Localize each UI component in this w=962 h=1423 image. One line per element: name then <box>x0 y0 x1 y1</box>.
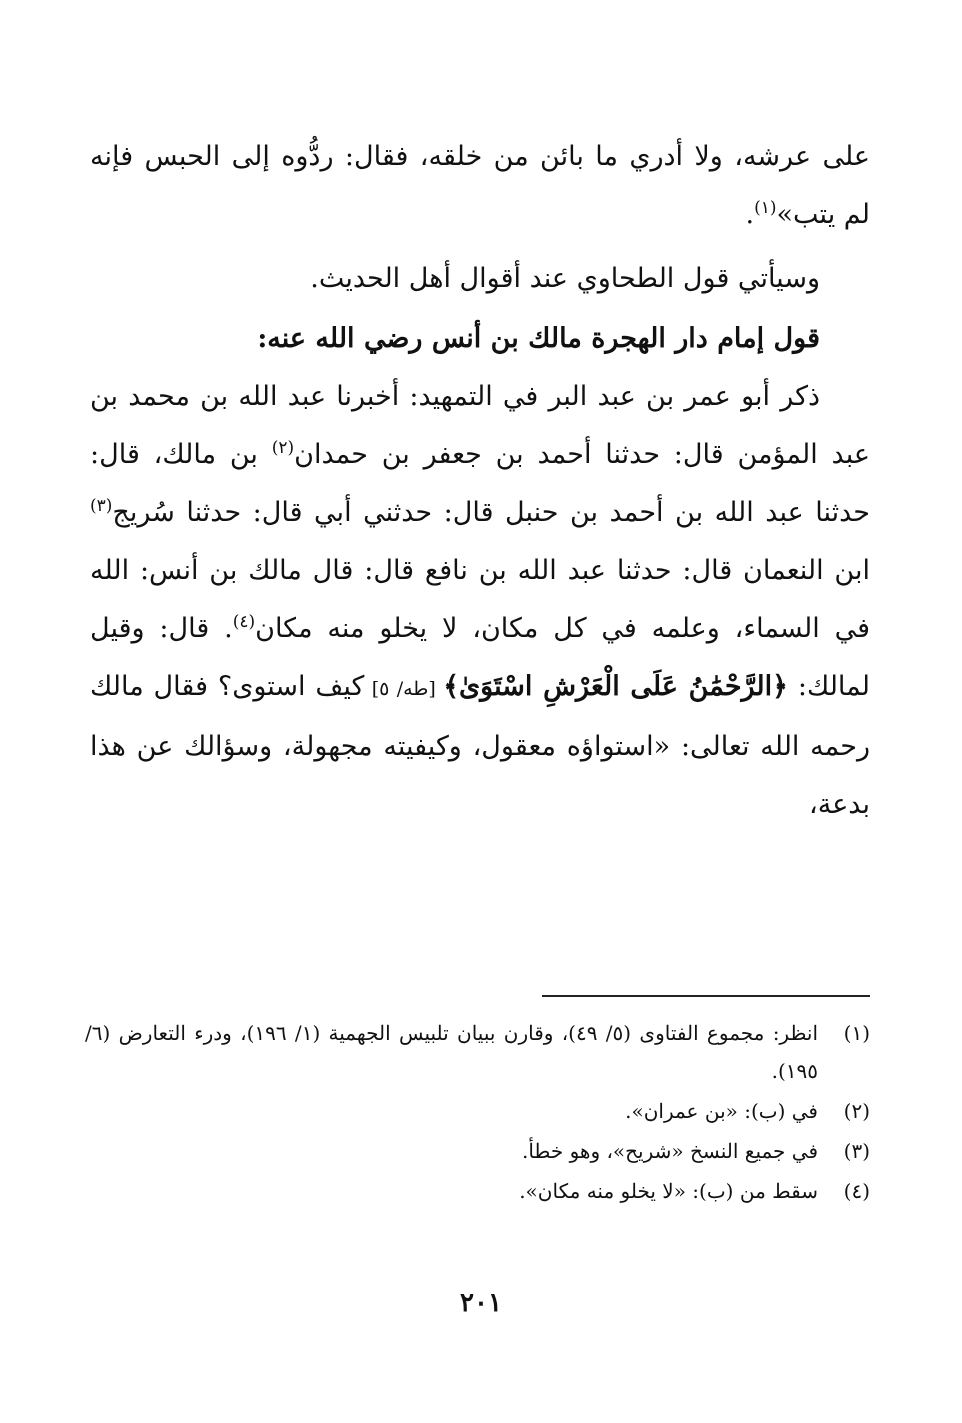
footnote-text: في جميع النسخ «شريح»، وهو خطأ. <box>521 1139 818 1163</box>
footnotes <box>85 1014 870 1212</box>
footnote-ref-4: (٤) <box>232 612 256 632</box>
verse-reference: [طه/ ٥] <box>364 678 444 700</box>
footnote-number: (٤) <box>843 1179 870 1203</box>
quran-verse: ﴿الرَّحْمَٰنُ عَلَى الْعَرْشِ اسْتَوَىٰ﴾ <box>443 671 788 702</box>
footnote-4 <box>85 1172 870 1210</box>
paragraph-3-part-d: . قال: وقيل لمالك: <box>90 613 870 702</box>
footnote-number: (١) <box>843 1021 870 1045</box>
paragraph-3-part-c: ابن النعمان قال: حدثنا عبد الله بن نافع قال: قال مالك بن أنس: الله في السماء، وعلمه في كل مكان، لا يخلو منه مكان <box>90 555 871 644</box>
paragraph-1 <box>90 128 870 244</box>
paragraph-3-part-a: ذكر أبو عمر بن عبد البر في التمهيد: أخبرنا عبد الله بن محمد بن عبد المؤمن قال: حدثنا أحمد بن جعفر بن حمدان <box>90 381 870 470</box>
footnote-text: انظر: مجموع الفتاوى (٥/ ٤٩)، وقارن ببيان تلبيس الجهمية (١/ ١٩٦)، ودرء التعارض (٦/ ١٩٥). <box>85 1021 818 1083</box>
page-number: ٢٠١ <box>460 1288 502 1318</box>
footnote-ref-3: (٣) <box>90 496 113 516</box>
main-text <box>90 128 870 834</box>
paragraph-2: وسيأتي قول الطحاوي عند أقوال أهل الحديث. <box>310 263 820 294</box>
paragraph-3-part-e: كيف استوى؟ فقال مالك رحمه الله تعالى: «استواؤه معقول، وكيفيته مجهولة، وسؤالك عن هذا بدعة، <box>90 671 870 820</box>
footnote-separator <box>542 995 870 997</box>
footnote-2 <box>85 1092 870 1130</box>
footnote-ref-2: (٢) <box>271 438 295 458</box>
paragraph-1-end: . <box>745 199 755 230</box>
paragraph-3 <box>90 368 870 834</box>
footnote-text: سقط من (ب): «لا يخلو منه مكان». <box>519 1179 818 1203</box>
paragraph-1-text: على عرشه، ولا أدري ما بائن من خلقه، فقال: ردُّوه إلى الحبس فإنه لم يتب» <box>90 141 870 230</box>
section-heading: قول إمام دار الهجرة مالك بن أنس رضي الله عنه: <box>257 323 820 354</box>
footnote-1 <box>85 1014 870 1090</box>
footnote-3 <box>85 1132 870 1170</box>
paragraph-3-part-b: بن مالك، قال: حدثنا عبد الله بن أحمد بن حنبل قال: حدثني أبي قال: حدثنا سُريج <box>90 439 870 528</box>
footnote-number: (٣) <box>843 1139 870 1163</box>
footnote-text: في (ب): «بن عمران». <box>625 1099 818 1123</box>
footnote-number: (٢) <box>843 1099 870 1123</box>
footnote-ref-1: (١) <box>754 198 777 218</box>
